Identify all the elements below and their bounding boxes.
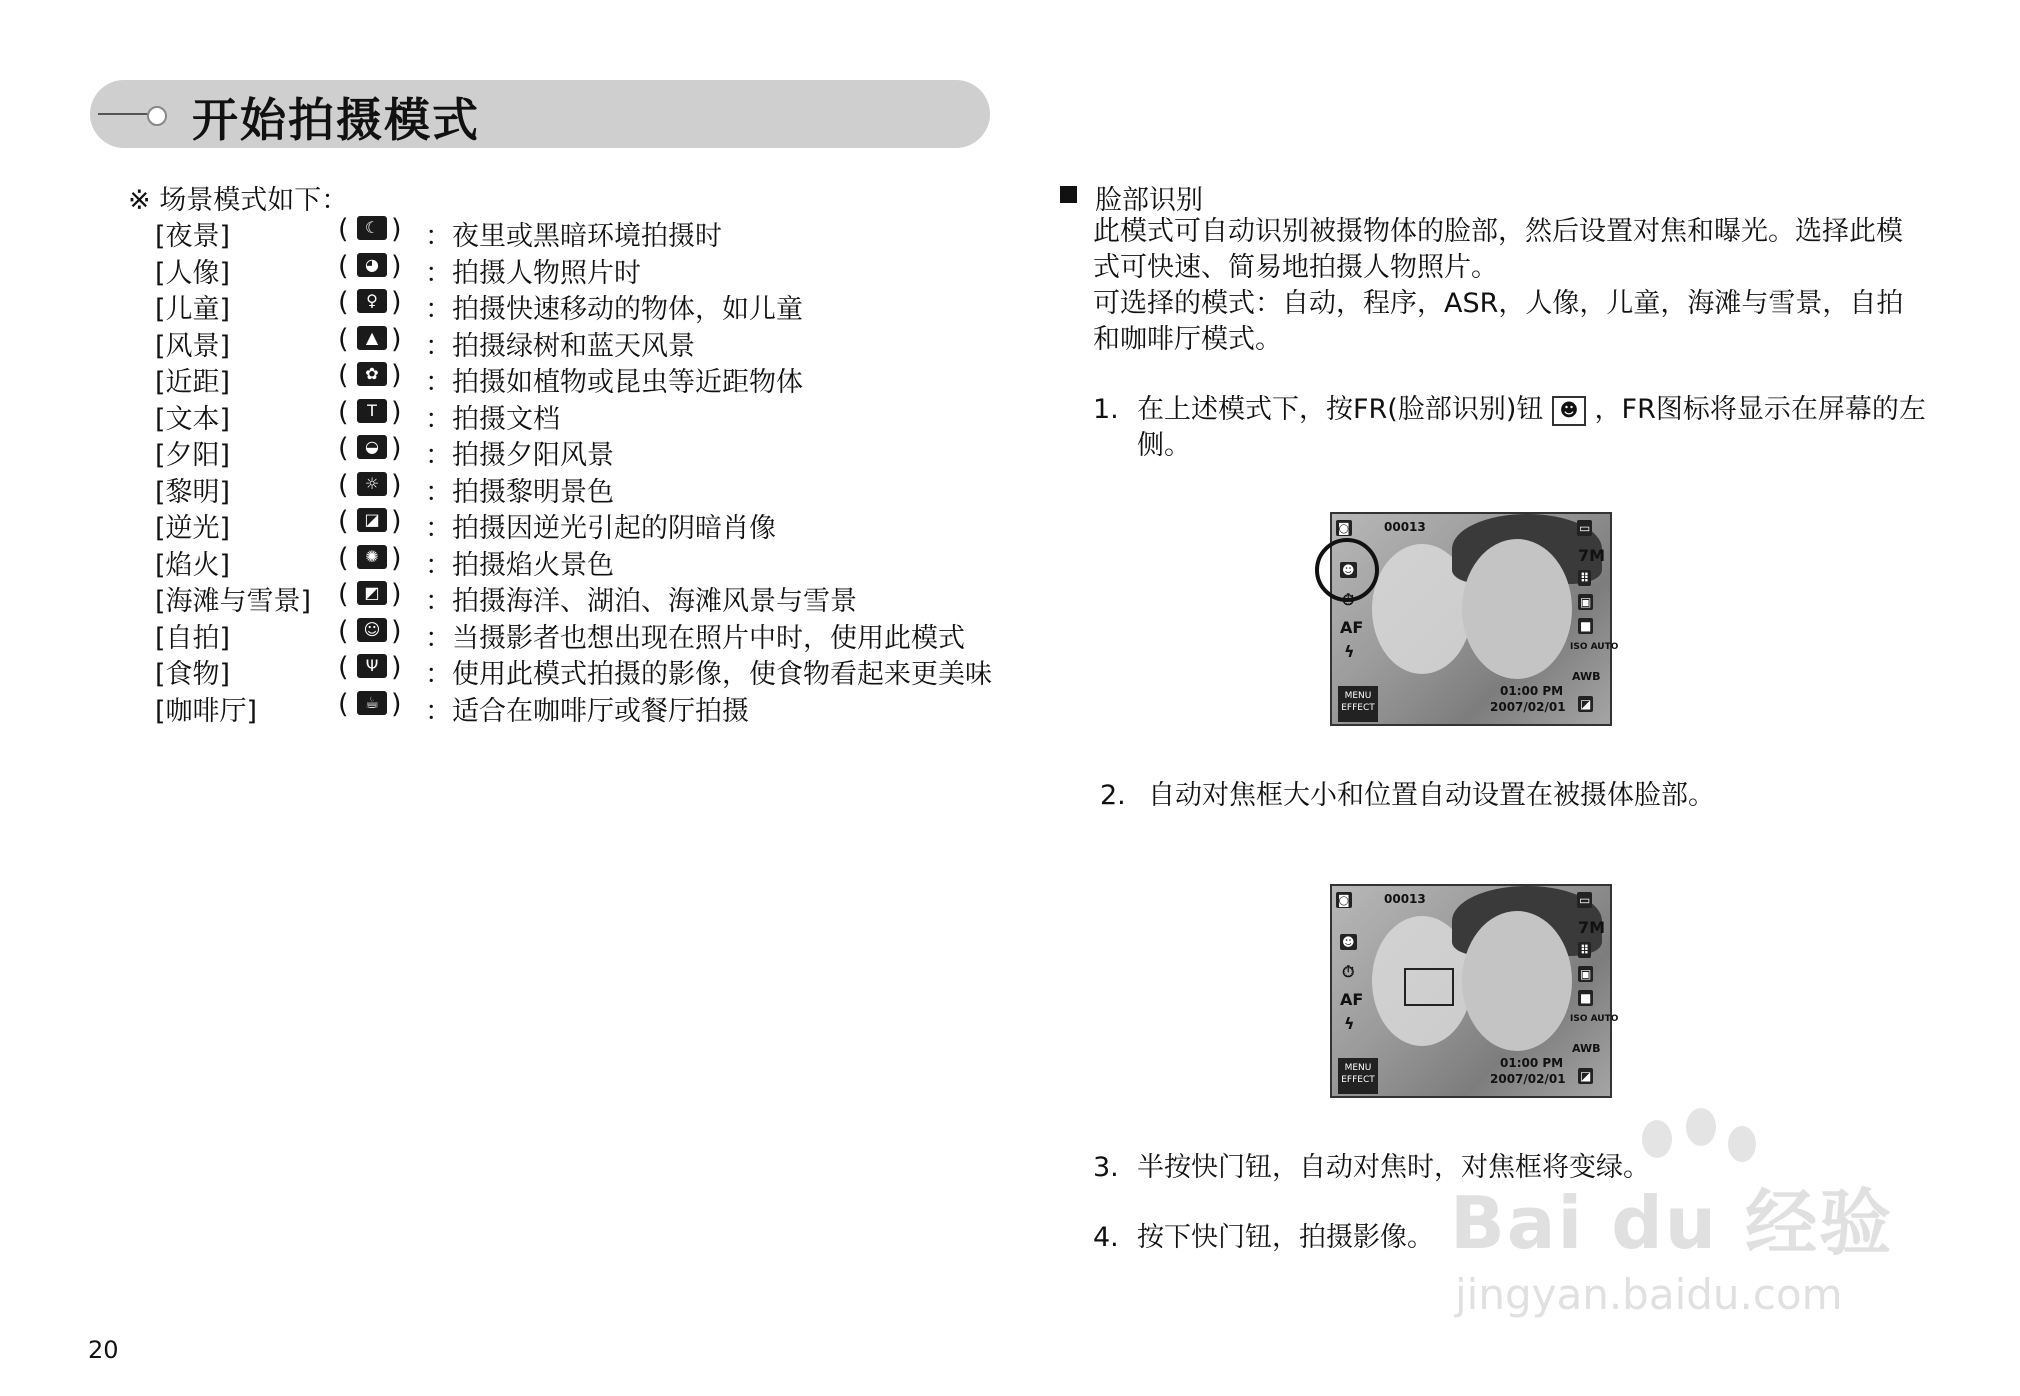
paren-close: ) bbox=[391, 250, 402, 282]
af-label: AF bbox=[1340, 618, 1364, 637]
sunset-icon: ◒ bbox=[357, 435, 387, 459]
effect-label: EFFECT bbox=[1341, 703, 1375, 713]
paren-close: ) bbox=[391, 652, 402, 683]
drive-icon: ■ bbox=[1580, 991, 1592, 1005]
paren-open: ( bbox=[338, 287, 349, 318]
paren-open: ( bbox=[338, 250, 349, 282]
shot-counter: 00013 bbox=[1384, 520, 1426, 534]
paren-close: ) bbox=[391, 360, 402, 391]
megapixel-label: 7M bbox=[1578, 546, 1606, 565]
paren-close: ) bbox=[391, 542, 402, 574]
photo-face-right bbox=[1462, 911, 1572, 1051]
children-icon: ♀ bbox=[357, 289, 387, 313]
close-up-icon: ✿ bbox=[357, 362, 387, 386]
camera-screen-1 bbox=[1330, 512, 1619, 726]
landscape-icon: ▲ bbox=[357, 326, 387, 350]
title-dot bbox=[147, 106, 167, 126]
photo-face-right bbox=[1462, 539, 1572, 679]
scene-description: ：拍摄快速移动的物体，如儿童 bbox=[425, 294, 803, 325]
step-3-number: 3. bbox=[1093, 1152, 1119, 1183]
autofocus-frame bbox=[1404, 968, 1454, 1006]
timer-icon: ⏱ bbox=[1342, 590, 1355, 609]
paren-close: ) bbox=[391, 469, 402, 501]
scene-description: ：拍摄人物照片时 bbox=[425, 257, 641, 289]
scene-description: ：拍摄如植物或昆虫等近距物体 bbox=[425, 367, 803, 398]
time-label: 01:00 PM bbox=[1500, 684, 1564, 698]
watermark-paw-icon bbox=[1642, 1120, 1672, 1158]
step-1-text-b: ，FR图标将显示在屏幕的左 bbox=[1594, 394, 1926, 425]
paren-open: ( bbox=[338, 396, 349, 428]
date-label: 2007/02/01 bbox=[1490, 700, 1566, 714]
scene-name: [焰火] bbox=[155, 549, 231, 581]
food-icon: Ψ bbox=[357, 654, 387, 678]
fr-indicator-icon: ☻ bbox=[1342, 563, 1355, 577]
battery-icon: ▭ bbox=[1579, 893, 1591, 907]
paren-open: ( bbox=[338, 579, 349, 610]
exposure-icon: ◪ bbox=[1580, 1069, 1592, 1083]
face-detection-line-4: 和咖啡厅模式。 bbox=[1093, 324, 1282, 355]
paren-open: ( bbox=[338, 214, 349, 245]
page-title: 开始拍摄模式 bbox=[192, 93, 480, 147]
scene-description: ：拍摄焰火景色 bbox=[425, 549, 614, 581]
step-4-text: 按下快门钮，拍摄影像。 bbox=[1137, 1222, 1434, 1253]
scene-description: ：适合在咖啡厅或餐厅拍摄 bbox=[425, 695, 749, 727]
scene-name: [人像] bbox=[155, 257, 231, 289]
camera-screen-2 bbox=[1330, 884, 1619, 1098]
scene-description: ：拍摄黎明景色 bbox=[425, 476, 614, 508]
watermark-paw-icon bbox=[1686, 1108, 1716, 1146]
scene-description: ：拍摄海洋、湖泊、海滩风景与雪景 bbox=[425, 586, 857, 617]
menu-label: MENU bbox=[1344, 691, 1372, 701]
paren-close: ) bbox=[391, 287, 402, 318]
watermark-brand: Bai du 经验 bbox=[1450, 1181, 1894, 1265]
menu-effect-button bbox=[1338, 686, 1378, 722]
paren-open: ( bbox=[338, 506, 349, 537]
paren-open: ( bbox=[338, 688, 349, 720]
metering-icon: ▣ bbox=[1580, 967, 1592, 981]
drive-icon: ■ bbox=[1580, 619, 1592, 633]
scene-name: [近距] bbox=[155, 367, 231, 398]
date-label: 2007/02/01 bbox=[1490, 1072, 1566, 1086]
paren-close: ) bbox=[391, 615, 402, 647]
cafe-icon: ☕ bbox=[357, 691, 387, 715]
camera-mode-icon: ◙ bbox=[1338, 521, 1350, 535]
scene-name: [自拍] bbox=[155, 622, 231, 654]
menu-label: MENU bbox=[1344, 1063, 1372, 1073]
step-4-number: 4. bbox=[1093, 1222, 1119, 1253]
scene-name: [黎明] bbox=[155, 476, 231, 508]
awb-label: AWB bbox=[1572, 670, 1601, 683]
paren-open: ( bbox=[338, 615, 349, 647]
scene-name: [风景] bbox=[155, 330, 231, 362]
iso-label: ISO AUTO bbox=[1570, 642, 1619, 652]
scene-name: [逆光] bbox=[155, 513, 231, 544]
time-label: 01:00 PM bbox=[1500, 1056, 1564, 1070]
face-detection-line-1: 此模式可自动识别被摄物体的脸部，然后设置对焦和曝光。选择此模 bbox=[1093, 216, 1903, 247]
face-detection-line-3: 可选择的模式：自动，程序，ASR，人像，儿童，海滩与雪景，自拍 bbox=[1093, 288, 1904, 319]
face-detection-title: 脸部识别 bbox=[1095, 185, 1203, 216]
paren-close: ) bbox=[391, 396, 402, 428]
flash-icon: ϟ bbox=[1344, 1014, 1355, 1033]
battery-icon: ▭ bbox=[1579, 521, 1591, 535]
fr-highlight-circle bbox=[1315, 538, 1379, 602]
backlight-icon: ◪ bbox=[357, 508, 387, 532]
watermark-paw-icon bbox=[1728, 1126, 1756, 1162]
scene-name: [儿童] bbox=[155, 294, 231, 325]
scene-description: ：拍摄因逆光引起的阴暗肖像 bbox=[425, 513, 776, 544]
exposure-icon: ◪ bbox=[1580, 697, 1592, 711]
step-1-number: 1. bbox=[1093, 394, 1119, 425]
step-3-text: 半按快门钮，自动对焦时，对焦框将变绿。 bbox=[1137, 1152, 1650, 1183]
fr-indicator-icon: ☻ bbox=[1342, 935, 1355, 949]
paren-close: ) bbox=[391, 214, 402, 245]
camera-mode-icon: ◙ bbox=[1338, 893, 1350, 907]
paren-close: ) bbox=[391, 688, 402, 720]
firework-icon: ✺ bbox=[357, 545, 387, 569]
quality-icon: ⠿ bbox=[1580, 943, 1590, 957]
af-label: AF bbox=[1340, 990, 1364, 1009]
step-1-text bbox=[1137, 392, 1926, 428]
portrait-icon: ◕ bbox=[357, 253, 387, 277]
paren-open: ( bbox=[338, 323, 349, 355]
night-icon: ☾ bbox=[357, 216, 387, 240]
scene-name: [夜景] bbox=[155, 221, 231, 252]
title-line bbox=[98, 113, 148, 115]
awb-label: AWB bbox=[1572, 1042, 1601, 1055]
step-1-text-a: 在上述模式下，按FR(脸部识别)钮 bbox=[1137, 394, 1544, 425]
scene-description: ：夜里或黑暗环境拍摄时 bbox=[425, 221, 722, 252]
megapixel-label: 7M bbox=[1578, 918, 1606, 937]
iso-label: ISO AUTO bbox=[1570, 1014, 1619, 1024]
paren-open: ( bbox=[338, 542, 349, 574]
paren-close: ) bbox=[391, 506, 402, 537]
paren-open: ( bbox=[338, 360, 349, 391]
metering-icon: ▣ bbox=[1580, 595, 1592, 609]
beach-snow-icon: ◩ bbox=[357, 581, 387, 605]
face-detection-line-2: 式可快速、简易地拍摄人物照片。 bbox=[1093, 252, 1498, 283]
flash-icon: ϟ bbox=[1344, 642, 1355, 661]
scene-name: [食物] bbox=[155, 659, 231, 690]
paren-open: ( bbox=[338, 652, 349, 683]
scene-description: ：当摄影者也想出现在照片中时，使用此模式 bbox=[425, 622, 965, 654]
scene-list-heading: ※ 场景模式如下： bbox=[128, 185, 349, 216]
timer-icon: ⏱ bbox=[1342, 962, 1355, 981]
watermark-url: jingyan.baidu.com bbox=[1455, 1270, 1843, 1319]
scene-description: ：使用此模式拍摄的影像，使食物看起来更美味 bbox=[425, 659, 992, 690]
paren-close: ) bbox=[391, 433, 402, 464]
face-recognition-icon: ☻ bbox=[1552, 396, 1586, 426]
paren-open: ( bbox=[338, 469, 349, 501]
scene-description: ：拍摄夕阳风景 bbox=[425, 440, 614, 471]
text-icon: T bbox=[357, 399, 387, 423]
step-2-text: 自动对焦框大小和位置自动设置在被摄体脸部。 bbox=[1148, 780, 1715, 811]
scene-name: [夕阳] bbox=[155, 440, 231, 471]
effect-label: EFFECT bbox=[1341, 1075, 1375, 1085]
quality-icon: ⠿ bbox=[1580, 571, 1590, 585]
section-bullet bbox=[1060, 186, 1077, 203]
scene-name: [咖啡厅] bbox=[155, 695, 258, 727]
paren-close: ) bbox=[391, 579, 402, 610]
paren-open: ( bbox=[338, 433, 349, 464]
step-1-text-c: 侧。 bbox=[1137, 430, 1191, 461]
scene-description: ：拍摄绿树和蓝天风景 bbox=[425, 330, 695, 362]
step-2-number: 2. bbox=[1100, 780, 1126, 811]
dawn-icon: ☼ bbox=[357, 472, 387, 496]
menu-effect-button bbox=[1338, 1058, 1378, 1094]
shot-counter: 00013 bbox=[1384, 892, 1426, 906]
paren-close: ) bbox=[391, 323, 402, 355]
scene-name: [文本] bbox=[155, 403, 231, 435]
scene-name: [海滩与雪景] bbox=[155, 586, 312, 617]
scene-description: ：拍摄文档 bbox=[425, 403, 560, 435]
page-number: 20 bbox=[88, 1336, 119, 1364]
self-shot-icon: ☺ bbox=[357, 618, 387, 642]
